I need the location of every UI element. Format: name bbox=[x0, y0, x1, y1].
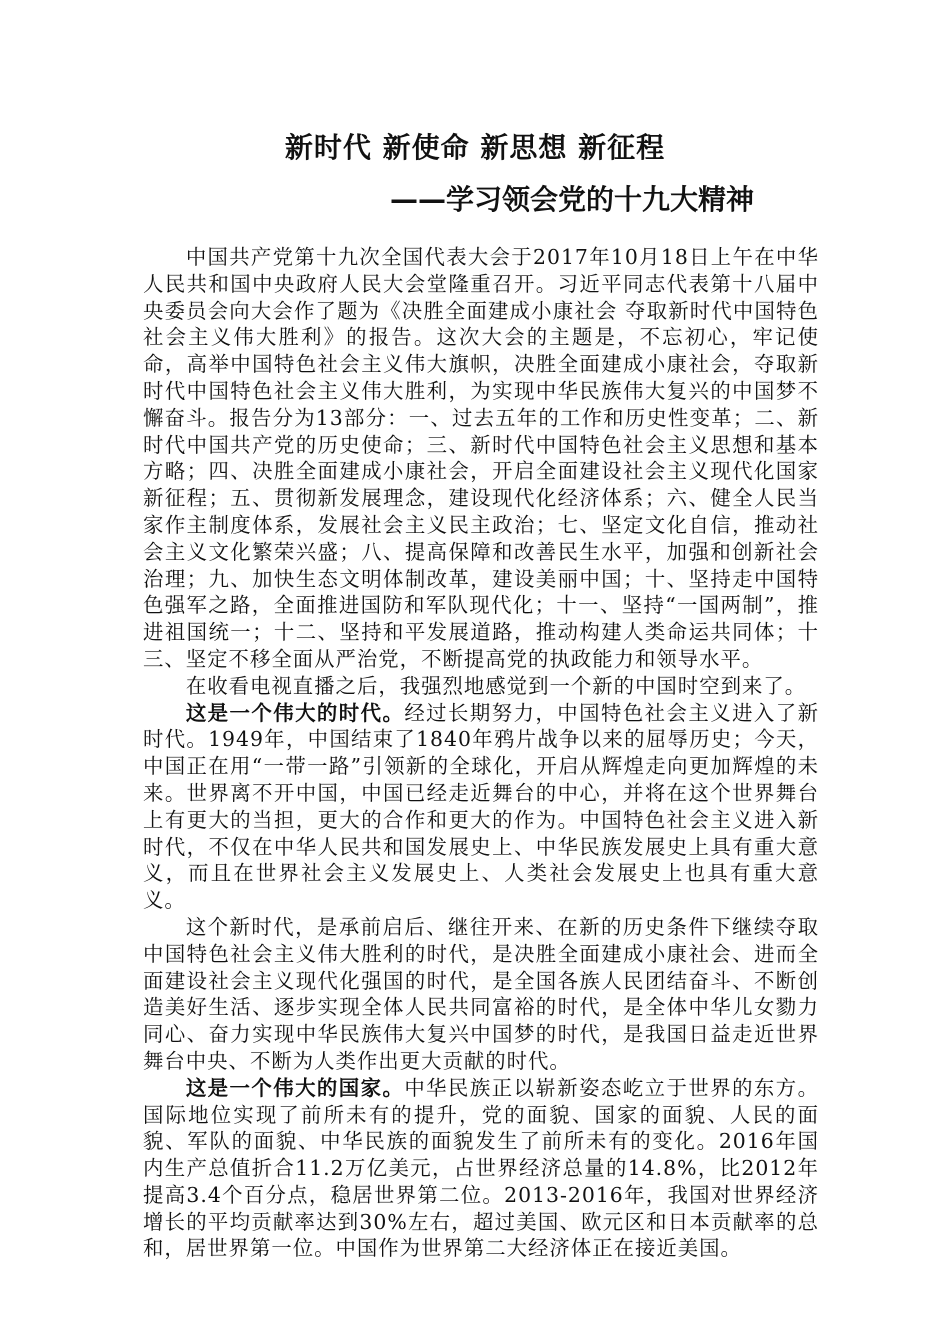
paragraph-lead: 这是一个伟大的时代。 bbox=[185, 700, 405, 725]
paragraph-lead: 这是一个伟大的国家。 bbox=[185, 1075, 405, 1100]
paragraph-text: 中国共产党第十九次全国代表大会于2017年10月18日上午在中华人民共和国中央政府人民大会堂隆重召开。习近平同志代表第十八届中央委员会向大会作了题为《决胜全面建成小康社会 夺取新时代中国特色社会主义伟大胜利》的报告。这次大会的主题是，不忘初心，牢记使命，高举中国特色社会主义伟大旗帜，决胜全面建成小康社会，夺取新时代中国特色社会主义伟大胜利，为实现中华民族伟大复兴的中国梦不懈奋斗。报告分为13部分：一、过去五年的工作和历史性变革；二、新时代中国共产党的历史使命；三、新时代中国特色社会主义思想和基本方略；四、决胜全面建成小康社会，开启全面建设社会主义现代化国家新征程；五、贯彻新发展理念，建设现代化经济体系；六、健全人民当家作主制度体系，发展社会主义民主政治；七、坚定文化自信，推动社会主义文化繁荣兴盛；八、提高保障和改善民生水平，加强和创新社会治理；九、加快生态文明体制改革，建设美丽中国；十、坚持走中国特色强军之路，全面推进国防和军队现代化；十一、坚持“一国两制”，推进祖国统一；十二、坚持和平发展道路，推动构建人类命运共同体；十三、坚定不移全面从严治党，不断提高党的执政能力和领导水平。 bbox=[143, 245, 819, 671]
paragraph-text: 在收看电视直播之后，我强烈地感觉到一个新的中国时空到来了。 bbox=[185, 673, 807, 698]
document-subtitle: ——学习领会党的十九大精神 bbox=[390, 183, 755, 216]
paragraph-great-era bbox=[143, 700, 819, 914]
document-title: 新时代 新使命 新思想 新征程 bbox=[284, 131, 666, 164]
paragraph-text: 这个新时代，是承前启后、继往开来、在新的历史条件下继续夺取中国特色社会主义伟大胜利的时代，是决胜全面建成小康社会、进而全面建设社会主义现代化强国的时代，是全国各族人民团结奋斗、不断创造美好生活、逐步实现全体人民共同富裕的时代，是全体中华儿女勠力同心、奋力实现中华民族伟大复兴中国梦的时代，是我国日益走近世界舞台中央、不断为人类作出更大贡献的时代。 bbox=[143, 914, 819, 1073]
paragraph-new-era bbox=[143, 914, 819, 1075]
document-body bbox=[143, 244, 819, 1262]
paragraph-intro bbox=[143, 244, 819, 673]
paragraph-text: 经过长期努力，中国特色社会主义进入了新时代。1949年，中国结束了1840年鸦片战争以来的屈辱历史；今天，中国正在用“一带一路”引领新的全球化，开启从辉煌走向更加辉煌的未来。世界离不开中国，中国已经走近舞台的中心，并将在这个世界舞台上有更大的当担，更大的合作和更大的作为。中国特色社会主义进入新时代，不仅在中华人民共和国发展史上、中华民族发展史上具有重大意义，而且在世界社会主义发展史上、人类社会发展史上也具有重大意义。 bbox=[143, 700, 820, 913]
paragraph-great-country bbox=[143, 1075, 819, 1263]
paragraph-impression bbox=[143, 673, 819, 700]
paragraph-text: 中华民族正以崭新姿态屹立于世界的东方。国际地位实现了前所未有的提升，党的面貌、国家的面貌、人民的面貌、军队的面貌、中华民族的面貌发生了前所未有的变化。2016年国内生产总值折合11.2万亿美元，占世界经济总量的14.8%，比2012年提高3.4个百分点，稳居世界第二位。2013-2016年，我国对世界经济增长的平均贡献率达到30%左右，超过美国、欧元区和日本贡献率的总和，居世界第一位。中国作为世界第二大经济体正在接近美国。 bbox=[143, 1075, 820, 1261]
